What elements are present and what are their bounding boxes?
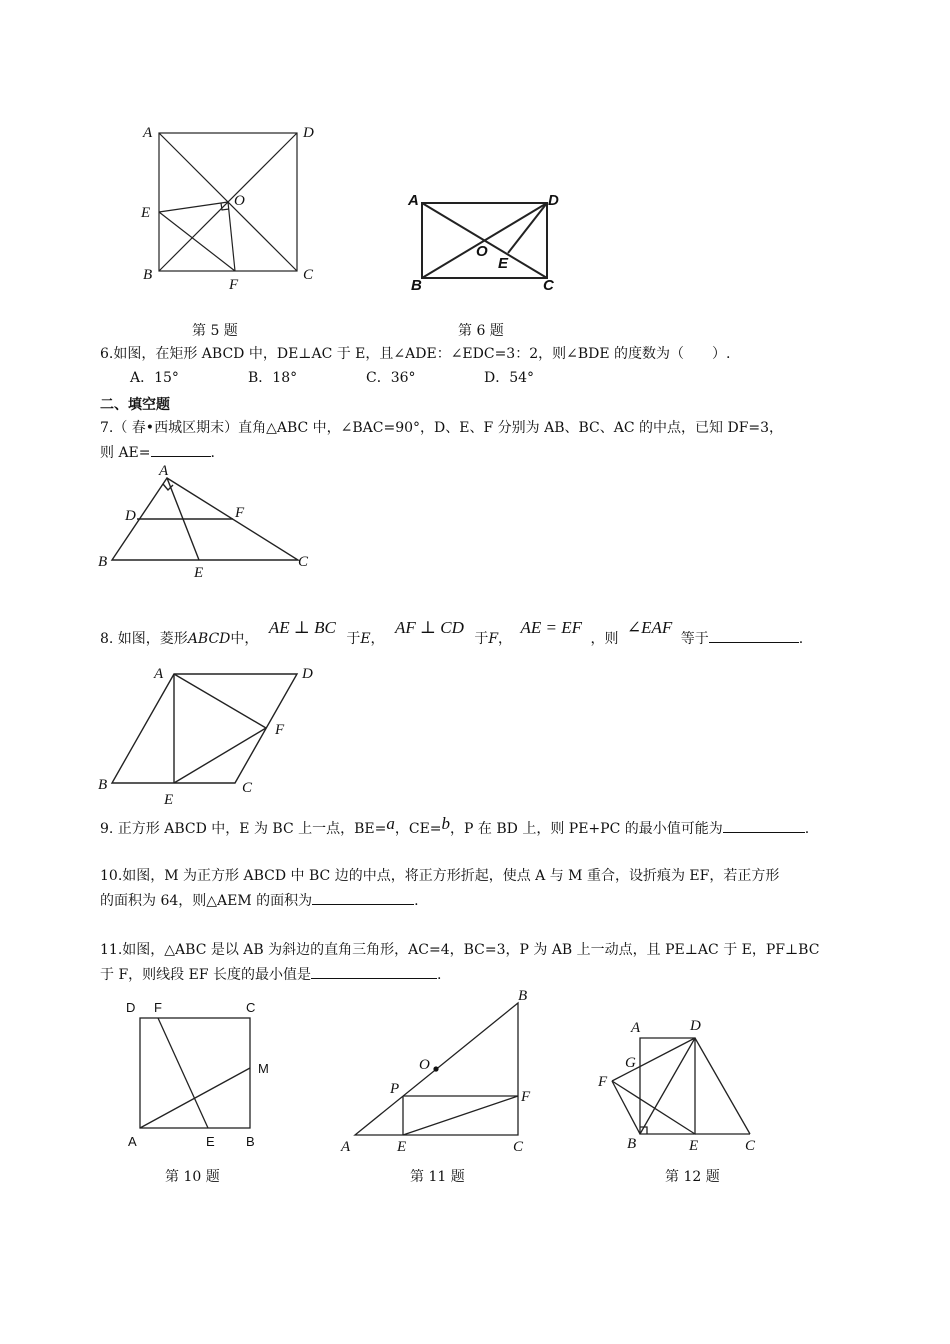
q8-part5-italic: F [488,631,499,647]
caption-fig12: 第 12 题 [665,1169,720,1185]
label-e: E [689,1138,699,1154]
q10-answer-blank[interactable] [312,890,414,905]
segment-of [228,202,235,271]
label-a: A [341,1139,351,1155]
label-c: C [745,1138,756,1154]
segment-fe [612,1081,695,1134]
label-f: F [521,1089,531,1105]
q8-formula-2: AF ⊥ CD [395,618,464,637]
q7-line2: 则 AE= . [100,442,215,463]
q9-part3: ，P 在 BD 上，则 PE+PC 的最小值可能为 [450,821,723,837]
label-f: F [598,1074,608,1090]
label-e: E [206,1134,215,1149]
label-c: C [242,780,253,796]
q9-text: 9. 正方形 ABCD 中，E 为 BC 上一点，BE=a，CE=b，P 在 BD 上，则 PE+PC 的最小值可能为 . [100,814,810,837]
q10-line2-text: 的面积为 64，则△AEM 的面积为 [100,893,313,909]
label-c: C [513,1139,524,1155]
label-b: B [627,1136,637,1152]
q8-part7: ，则 [590,631,619,647]
caption-fig5: 第 5 题 [192,323,238,339]
q11-line2-text: 于 F，则线段 EF 长度的最小值是 [100,967,311,983]
caption-fig10: 第 10 题 [165,1169,220,1185]
q9-part2: ，CE= [394,821,442,837]
q10-line1: 10.如图，M 为正方形 ABCD 中 BC 边的中点，将正方形折起，使点 A 与 M 重合，设折痕为 EF，若正方形 [100,868,780,884]
label-o: O [419,1057,430,1073]
label-f: F [235,505,245,521]
segment-ef [159,212,235,271]
q8-part3-italic: E [360,631,371,647]
q8-text: 8. 如图，菱形ABCD中， AE ⊥ BC 于E， AF ⊥ CD 于F， AE = EF ，则 ∠EAF 等于 . [100,618,804,647]
q9-part1: 9. 正方形 ABCD 中，E 为 BC 上一点，BE= [100,821,387,837]
q6-option-a: A．15° [130,370,179,386]
section-title: 二、填空题 [100,397,170,413]
caption-fig6: 第 6 题 [458,323,504,339]
label-e: E [397,1139,407,1155]
label-a: A [128,1134,137,1149]
figure-6 [405,190,565,300]
label-d: D [690,1018,701,1034]
label-b: B [411,277,422,294]
label-e: E [194,565,204,581]
label-d: D [302,666,313,682]
label-d: D [303,125,314,141]
q8-part4: ， [370,631,385,647]
label-f: F [229,277,239,293]
q6-option-d: D．54° [484,370,535,386]
label-a: A [408,192,419,209]
label-e: E [164,792,174,808]
q9-formula-b: b [441,814,451,833]
label-e: E [141,205,151,221]
q7-line2-text: 则 AE= [100,445,151,461]
q9-formula-a: a [386,814,395,833]
label-o: O [476,243,488,260]
label-e: E [498,255,509,272]
caption-fig11: 第 11 题 [410,1169,465,1185]
segment-am [140,1068,250,1128]
q7-line1: 7.（ 春•西城区期末）直角△ABC 中，∠BAC=90°，D、E、F 分别为 AB、BC、AC 的中点，已知 DF=3， [100,420,784,436]
q8-formula-3: AE = EF [520,618,583,637]
q8-answer-blank[interactable] [709,628,799,643]
label-a: A [159,463,169,479]
figure-5 [135,115,325,295]
segment-af [174,674,266,728]
segment-ef [403,1096,518,1135]
q8-part6: ， [498,631,513,647]
label-d: D [125,508,136,524]
figure-11 [335,985,545,1155]
q8-part3: 于 [346,631,361,647]
q8-part1: 8. 如图，菱形 [100,631,188,647]
label-b: B [518,988,528,1004]
label-d: D [126,1000,136,1015]
figure-7 [95,462,325,582]
segment-dc [695,1038,750,1134]
q8-formula-4: ∠EAF [626,618,673,637]
label-c: C [246,1000,256,1015]
label-b: B [246,1134,255,1149]
label-f: F [154,1000,162,1015]
segment-de [508,203,547,253]
label-c: C [303,267,314,283]
q6-option-b: B．18° [248,370,298,386]
label-c: C [298,554,309,570]
q8-part5: 于 [474,631,489,647]
q11-answer-blank[interactable] [311,964,437,979]
label-b: B [98,554,108,570]
figure-10 [120,990,290,1150]
q9-answer-blank[interactable] [723,818,805,833]
q8-part2: 中， [230,631,259,647]
segment-eo [159,202,228,212]
q11-line1: 11.如图，△ABC 是以 AB 为斜边的直角三角形，AC=4，BC=3，P 为 AB 上一动点，且 PE⊥AC 于 E，PF⊥BC [100,942,820,958]
label-a: A [631,1020,641,1036]
label-f: F [275,722,285,738]
label-b: B [143,267,153,283]
rhombus-abcd [112,674,297,783]
q6-stem: 6.如图，在矩形 ABCD 中，DE⊥AC 于 E，且∠ADE：∠EDC=3：2，则∠BDE 的度数为（ ）. [100,346,731,362]
figure-12 [595,1010,775,1155]
q11-line2: 于 F，则线段 EF 长度的最小值是 . [100,964,441,985]
label-g: G [625,1055,636,1071]
label-o: O [234,193,245,209]
label-a: A [143,125,153,141]
label-b: B [98,777,108,793]
square-abcd [140,1018,250,1128]
label-a: A [154,666,164,682]
label-d: D [548,192,559,209]
segment-fb [612,1081,640,1134]
q8-formula-1: AE ⊥ BC [268,618,336,637]
label-p: P [390,1081,400,1097]
q10-line2: 的面积为 64，则△AEM 的面积为 . [100,890,419,911]
q8-part8: 等于 [680,631,709,647]
label-c: C [543,277,554,294]
fold-line-ef [158,1018,208,1128]
q6-option-c: C．36° [366,370,416,386]
q8-part1-italic: ABCD [187,631,231,647]
label-m: M [258,1061,269,1076]
segment-ef [174,728,266,783]
figure-8 [92,660,332,810]
point-o [433,1066,438,1071]
q7-answer-blank[interactable] [151,442,211,457]
